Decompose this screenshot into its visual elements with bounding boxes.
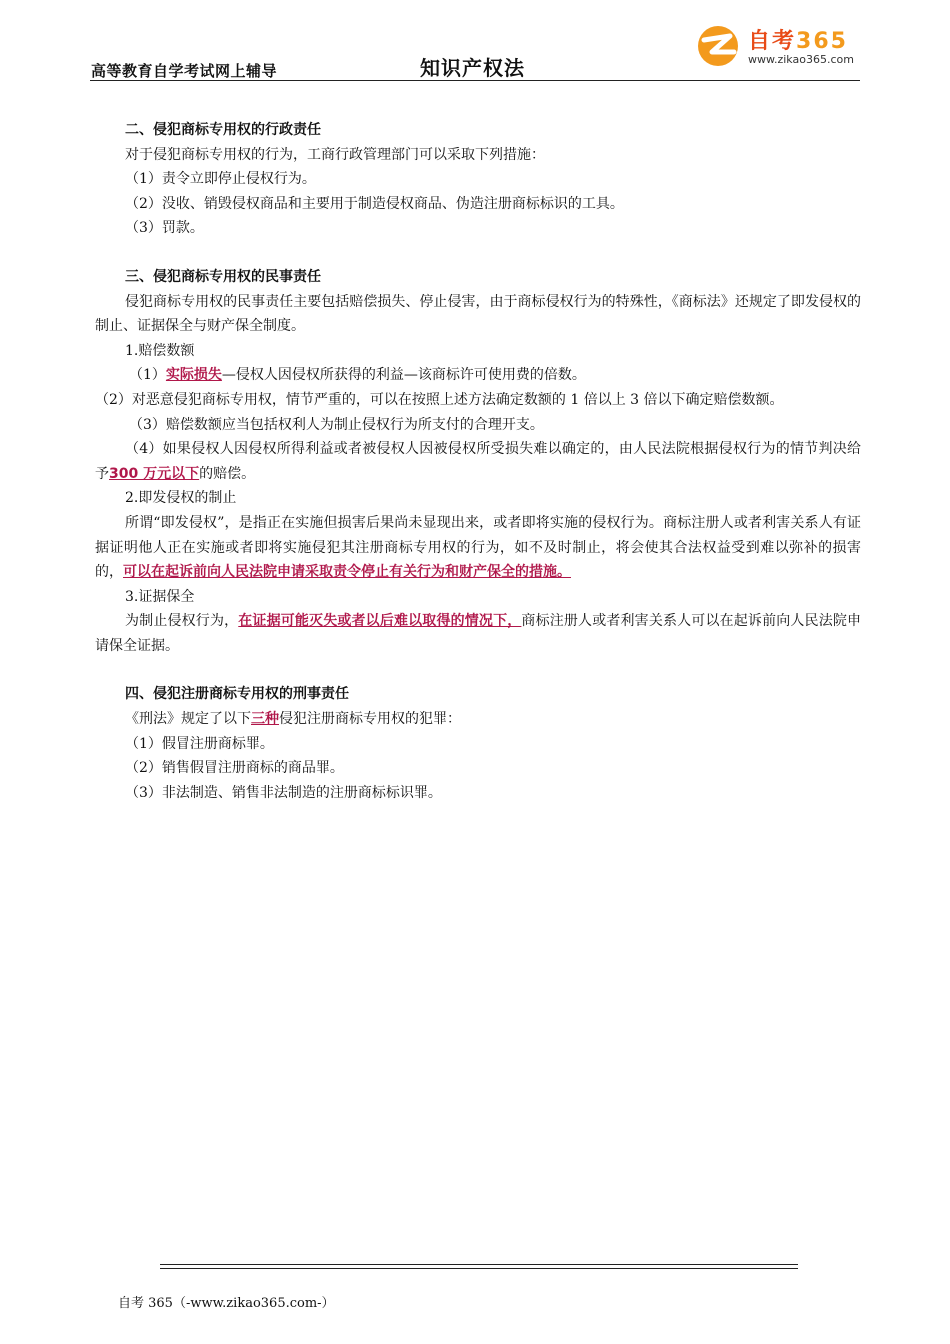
logo-brand: 自考365 (748, 29, 848, 54)
footer-text: 自考 365（-www.zikao365.com-） (118, 1296, 335, 1311)
logo-url: www.zikao365.com (748, 53, 854, 66)
paragraph: 侵犯商标专用权的民事责任主要包括赔偿损失、停止侵害，由于商标侵权行为的特殊性，《商标法》还规定了即发侵权的制止、证据保全与财产保全制度。 (95, 293, 861, 335)
header-left-text: 高等教育自学考试网上辅导 (91, 62, 278, 80)
section-heading: 三、侵犯商标专用权的民事责任 (125, 268, 321, 285)
section-heading: 四、侵犯注册商标专用权的刑事责任 (125, 686, 349, 703)
subheading: 1.赔偿数额 (125, 342, 195, 359)
list-item: （1）假冒注册商标罪。 (125, 735, 274, 752)
document-body (95, 118, 861, 805)
highlight-text: 可以在起诉前向人民法院申请采取责令停止有关行为和财产保全的措施。 (123, 564, 571, 581)
paragraph: （1）实际损失—侵权人因侵权所获得的利益—该商标许可使用费的倍数。 (129, 367, 586, 384)
subheading: 3.证据保全 (125, 588, 195, 605)
list-item: （3）罚款。 (125, 220, 204, 237)
paragraph: 为制止侵权行为，在证据可能灭失或者以后难以取得的情况下，商标注册人或者利害关系人可以在起诉前向人民法院申请保全证据。 (95, 613, 862, 654)
paragraph: （3）赔偿数额应当包括权利人为制止侵权行为所支付的合理开支。 (129, 416, 544, 433)
list-item: （1）责令立即停止侵权行为。 (125, 171, 316, 188)
section-heading: 二、侵犯商标专用权的行政责任 (125, 122, 321, 138)
footer-divider (160, 1264, 798, 1265)
page-title: 知识产权法 (420, 56, 525, 80)
paragraph: （4）如果侵权人因侵权所得利益或者被侵权人因被侵权所受损失难以确定的，由人民法院根据侵权行为的情节判决给予300 万元以下的赔偿。 (95, 441, 861, 482)
footer-divider (160, 1268, 798, 1269)
list-item: （2）没收、销毁侵权商品和主要用于制造侵权商品、伪造注册商标标识的工具。 (125, 195, 624, 212)
header-divider (90, 80, 860, 81)
highlight-text: 在证据可能灭失或者以后难以取得的情况下， (238, 613, 522, 630)
paragraph: 《刑法》规定了以下三种侵犯注册商标专用权的犯罪： (125, 711, 461, 728)
subheading: 2.即发侵权的制止 (125, 490, 237, 507)
highlight-text: 300 万元以下 (109, 465, 200, 482)
paragraph: 所谓“即发侵权”，是指正在实施但损害后果尚未显现出来，或者即将实施的侵权行为。商标注册人或者利害关系人有证据证明他人正在实施或者即将实施侵犯其注册商标专用权的行为，如不及时制止，将会使其合法权益受到难以弥补的损害的，可以在起诉前向人民法院申请采取责令停止有关行为和财产保全的措施。 (95, 514, 861, 581)
highlight-text: 实际损失 (165, 367, 222, 384)
paragraph: 对于侵犯商标专用权的行为，工商行政管理部门可以采取下列措施： (125, 146, 545, 163)
list-item: （3）非法制造、销售非法制造的注册商标标识罪。 (125, 784, 442, 801)
list-item: （2）销售假冒注册商标的商品罪。 (125, 760, 344, 777)
highlight-text: 三种 (251, 711, 279, 728)
paragraph: （2）对恶意侵犯商标专用权，情节严重的，可以在按照上述方法确定数额的 1 倍以上 3 倍以下确定赔偿数额。 (95, 391, 784, 408)
